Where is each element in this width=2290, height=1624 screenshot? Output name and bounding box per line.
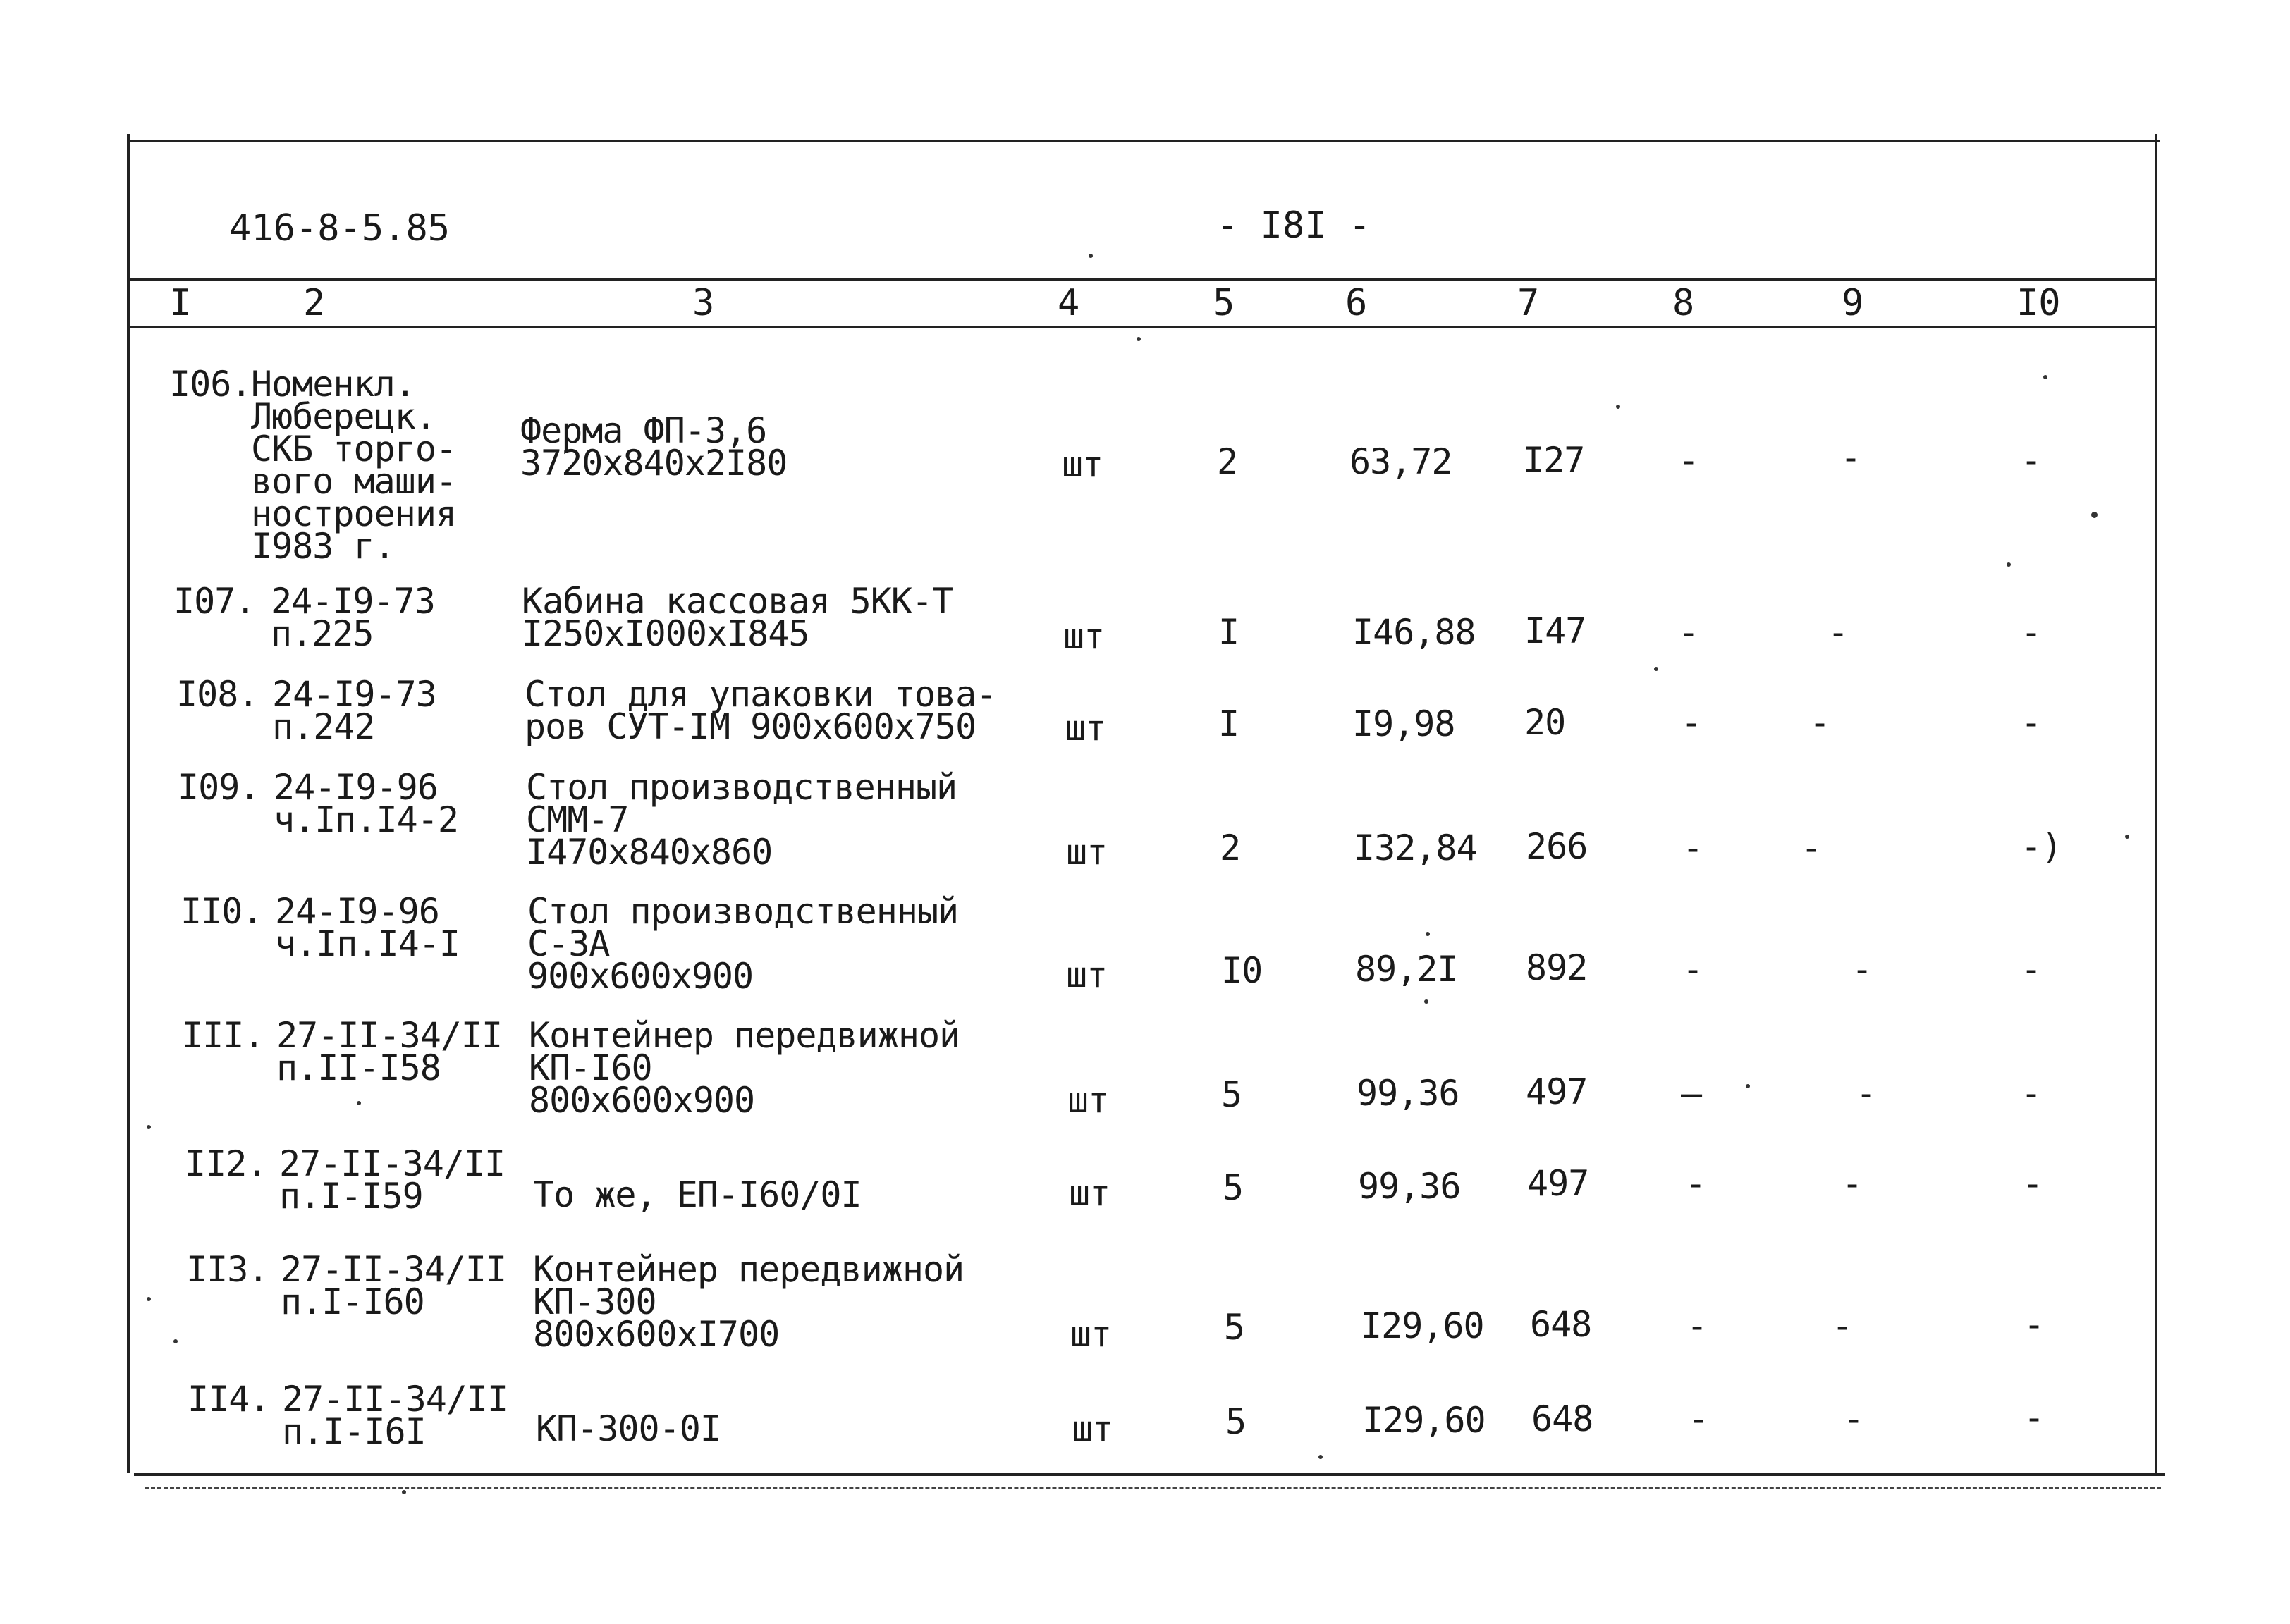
row-col-9: - [1809,702,1830,743]
row-total: 20 [1524,702,1566,743]
row-col-8: - [1682,828,1703,868]
row-number: III. [182,1015,264,1056]
bottom-border-line [134,1473,2165,1476]
row-col-8: - [1688,1398,1709,1439]
row-reference: 27-II-34/II п.I-I60 [281,1249,507,1322]
row-item-name: Стол для упаковки това- ров СУТ-IМ 900х600х750 [525,674,997,747]
col-header-9: 9 [1842,282,1864,324]
row-quantity: I0 [1221,950,1263,991]
col-header-8: 8 [1672,282,1695,324]
row-total: 266 [1526,826,1588,867]
row-item-name: Контейнер передвижной КП-I60 800х600х900 [529,1015,960,1121]
row-unit-price: 99,36 [1358,1166,1461,1207]
row-total: 497 [1526,1071,1588,1112]
row-col-9: - [1840,437,1861,478]
row-reference: 24-I9-96 ч.Iп.I4-I [275,891,460,964]
row-col-8: - [1685,1163,1706,1204]
scan-speck [402,1490,406,1494]
scan-speck [147,1125,151,1129]
row-quantity: 5 [1221,1074,1242,1115]
scan-speck [173,1339,178,1343]
row-unit-price: I29,60 [1362,1400,1486,1441]
row-col-8: — [1681,1073,1702,1114]
row-reference: 24-I9-73 п.242 [272,674,436,747]
row-col-10: - [2023,1304,2045,1345]
row-item-name: КП-300-0I [536,1408,721,1449]
row-col-8: - [1686,1305,1708,1346]
row-reference: 27-II-34/II п.I-I59 [279,1143,506,1217]
row-number: I07. [173,581,256,622]
row-unit: шт [1070,1314,1112,1355]
row-total: 648 [1530,1304,1592,1345]
row-unit-price: 89,2I [1355,949,1458,990]
col-header-1: I [169,282,192,324]
left-border-line [127,134,130,1473]
row-number: II2. [185,1143,267,1184]
row-unit-price: 63,72 [1349,441,1452,482]
col-header-4: 4 [1058,282,1080,324]
row-number: II0. [180,891,263,932]
scan-speck [2007,562,2011,567]
row-total: 497 [1527,1163,1589,1204]
row-col-10: - [2021,1073,2042,1114]
row-col-9: - [1851,949,1873,990]
row-unit-price: I29,60 [1361,1305,1484,1346]
row-item-name: Ферма ФП-3,6 3720х840х2I80 [520,410,788,484]
row-col-8: - [1681,702,1702,743]
row-col-10: - [2021,612,2042,653]
row-unit: шт [1072,1408,1113,1449]
row-unit: шт [1062,444,1103,485]
row-reference: 24-I9-96 ч.Iп.I4-2 [274,767,458,840]
row-unit: шт [1069,1173,1110,1214]
col-header-3: 3 [692,282,715,324]
row-quantity: 5 [1224,1307,1245,1348]
scan-speck [2043,375,2047,379]
scan-speck [1089,254,1093,258]
bottom-dashed-line [145,1487,2161,1489]
row-unit-price: 99,36 [1357,1073,1459,1114]
row-quantity: I [1218,703,1239,744]
col-header-5: 5 [1213,282,1235,324]
row-col-9: - [1842,1163,1863,1204]
row-unit: шт [1065,708,1106,749]
row-col-8: - [1682,949,1703,990]
row-item-name: Контейнер передвижной КП-300 800х600хI700 [533,1249,965,1355]
row-quantity: 2 [1217,441,1238,482]
row-number: II3. [186,1249,269,1290]
row-quantity: 5 [1223,1167,1244,1208]
row-item-name: Стол производственный С-3А 900х600х900 [527,891,959,997]
row-col-9: - [1827,612,1849,653]
row-unit-price: I32,84 [1354,828,1477,868]
col-header-10: I0 [2016,282,2061,324]
row-col-10: - [2022,1163,2043,1204]
row-col-9: - [1843,1398,1864,1439]
scan-speck [1137,337,1141,341]
row-total: 892 [1526,947,1588,988]
row-col-9: - [1801,828,1822,868]
col-header-7: 7 [1517,282,1540,324]
row-quantity: I [1218,612,1239,653]
row-item-name: Кабина кассовая 5КК-Т I250хI000хI845 [522,581,953,654]
row-unit-price: I46,88 [1352,612,1476,653]
row-number: II4. [188,1379,270,1420]
col-header-2: 2 [303,282,326,324]
row-quantity: 5 [1225,1401,1247,1442]
row-col-10: - [2021,949,2042,990]
row-col-8: - [1678,440,1699,481]
row-reference: 24-I9-73 п.225 [271,581,435,654]
page-number: - I8I - [1216,204,1371,247]
row-quantity: 2 [1220,828,1241,868]
row-number: I09. [178,767,260,808]
row-unit: шт [1066,832,1108,873]
row-reference: Номенкл. Люберецк. СКБ торго- вого маши- ностроения I983 г. [251,364,457,567]
scan-speck [357,1101,361,1105]
row-reference: 27-II-34/II п.I-I6I [282,1379,508,1452]
row-total: 648 [1531,1398,1593,1439]
row-reference: 27-II-34/II п.II-I58 [276,1015,503,1088]
row-col-10: - [2021,702,2042,743]
row-col-9: - [1856,1073,1877,1114]
scan-speck [1654,667,1658,671]
scan-speck [1318,1455,1323,1459]
row-unit: шт [1063,616,1105,657]
row-unit-price: I9,98 [1352,703,1455,744]
scan-speck [147,1297,151,1301]
scan-speck [1426,932,1430,936]
scan-speck [1616,405,1620,409]
scan-speck [2091,512,2098,518]
row-col-8: - [1678,612,1699,653]
right-border-line [2155,134,2157,1473]
scan-speck [2125,835,2129,839]
row-item-name: Стол производственный СММ-7 I470х840х860 [526,767,957,873]
row-col-10: - [2021,440,2042,481]
scan-speck [1746,1084,1750,1088]
row-unit: шт [1066,954,1108,995]
top-border-line [127,140,2160,142]
row-number: I08. [176,674,259,715]
row-total: I27 [1523,440,1585,481]
header-top-rule [127,278,2157,281]
scan-speck [1424,999,1428,1004]
row-unit: шт [1067,1080,1109,1121]
row-col-10: -) [2021,826,2062,867]
row-number: I06. [169,364,252,405]
row-col-9: - [1832,1305,1853,1346]
col-header-6: 6 [1345,282,1368,324]
row-total: I47 [1524,610,1586,651]
header-bottom-rule [127,326,2157,328]
row-col-10: - [2023,1397,2045,1438]
doc-code: 416-8-5.85 [229,207,451,250]
row-item-name: То же, ЕП-I60/0I [533,1174,862,1215]
